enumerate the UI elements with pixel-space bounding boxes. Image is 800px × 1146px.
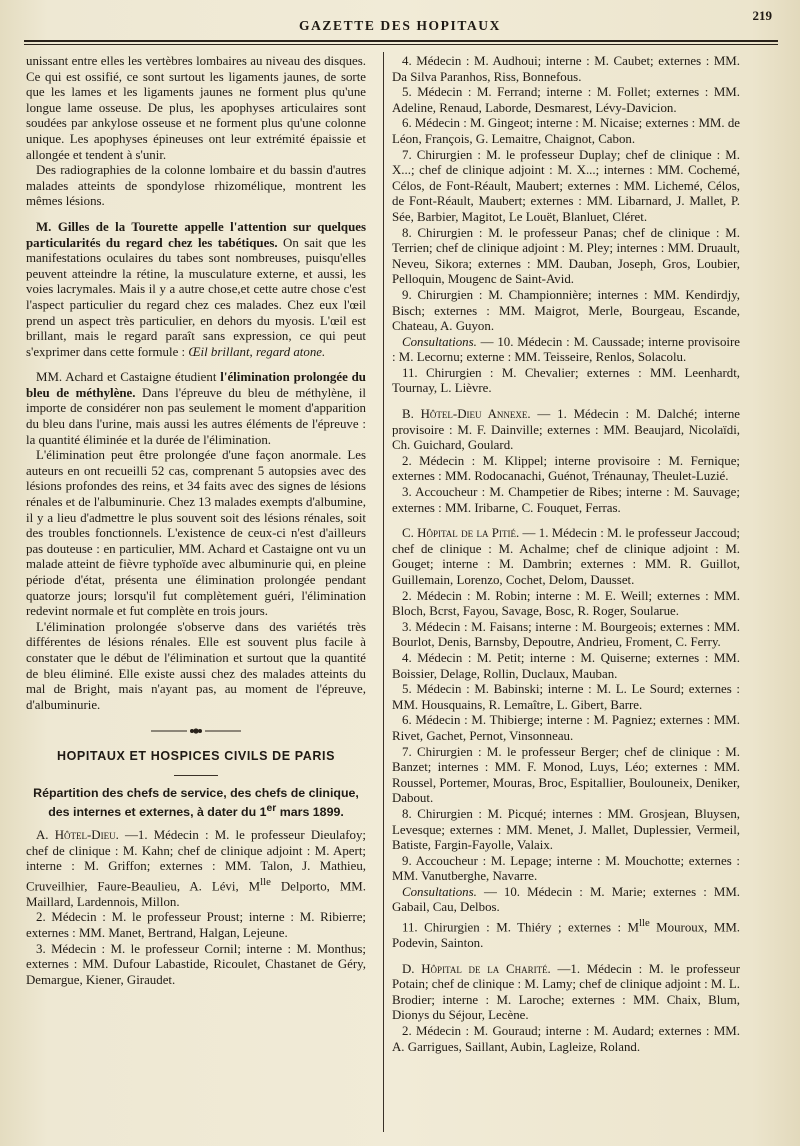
entry-text: — 10. Médecin : M. Marie; externes : MM. Gabail, Cau, Delbos.	[392, 884, 740, 915]
hospital-entry	[392, 407, 740, 454]
right-column	[392, 54, 740, 1134]
ornament-divider	[26, 725, 366, 735]
service-entry: 6. Médecin : M. Thibierge; interne : M. Pagniez; externes : MM. Rivet, Gachet, Pernot, Vinsonneau.	[392, 713, 740, 743]
header-rule-thin	[24, 44, 778, 45]
hospital-letter: B.	[402, 407, 421, 422]
hospital-letter: D.	[402, 961, 422, 976]
consultations-label: Consultations.	[402, 884, 477, 899]
service-entry: 7. Chirurgien : M. le professeur Duplay; chef de clinique : M. X...; chef de clinique adjoint : M. X...; internes : MM. Cochemé, Célos, de Font-Réault, Maubert; externes : MM. Lichemé, Célos, de Font-Réault, Maubert; externes : MM. Libarnard, J. Mallet, P. Sée, Barbier, Magitot, Le Louët, Blanluet, Cléret.	[392, 147, 740, 224]
consultations-entry	[392, 335, 740, 366]
left-column	[26, 54, 366, 1134]
entry-text-end: Mouroux, MM. Podevin, Sainton.	[392, 920, 740, 950]
paragraph-lead: M. Gilles de la Tourette appelle l'attention sur quelques particularités du regard chez les tabétiques.	[26, 219, 366, 250]
hospital-name: Hôtel-Dieu Annexe.	[420, 407, 531, 422]
service-entry: 2. Médecin : M. Klippel; interne provisoire : M. Fernique; externes : MM. Rodocanachi, Guénot, Trénaunay, Theulet-Luzié.	[392, 453, 740, 484]
service-entry: 11. Chirurgien : M. Chevalier; externes : MM. Leenhardt, Tournay, L. Lièvre.	[392, 365, 740, 396]
subheading-sup: er	[266, 802, 277, 814]
hospital-entry	[392, 962, 740, 1024]
paragraph-body: On sait que les manifestations oculaires du tabes sont nombreuses, puisqu'elles peuvent atteindre la rétine, la musculature externe, et aussi, les voies lacrymales. Mais il y a autre chose,et cette autre chose c'est l'aspect particulier du regard chez ces malades. Chez eux l'œil prend un aspect très particulier, en dehors du myosis. L'œil est brillant, mais le regard paraît sans expression, ce qui peut s'exprimer dans cette formule :	[26, 235, 366, 359]
subheading	[26, 786, 366, 820]
paragraph: L'élimination peut être prolongée d'une façon anormale. Les auteurs en ont recueilli 52 cas, comprenant 5 autopsies avec des lésions profondes des reins, et 34 faits avec des signes de lésions rénales et de l'albuminurie. Chez 13 malades exempts d'albumine, il y a lieu d'admettre le plus souvent soit des lésions rénales, soit des troubles fonctionnels. L'existence de ceux-ci n'est d'ailleurs pas douteuse : en particulier, MM. Achard et Castaigne ont vu un malade atteint de fièvre typhoïde avec albuminurie qui, en pleine période d'état, présenta une élimination prolongée pendant quatorze jours; lorsqu'il fut complètement guéri, l'élimination redevint normale et fut complète en trois jours.	[26, 448, 366, 619]
hospital-entry	[392, 526, 740, 588]
service-entry: 3. Accoucheur : M. Champetier de Ribes; interne : M. Sauvage; externes : MM. Iribarne, C. Fouquet, Ferras.	[392, 485, 740, 515]
entry-text: 11. Chirurgien : M. Thiéry ; externes : M	[402, 920, 639, 935]
page-title: GAZETTE DES HOPITAUX	[298, 18, 502, 33]
service-entry: 4. Médecin : M. Audhoui; interne : M. Caubet; externes : MM. Da Silva Paranhos, Riss, Bonnefous.	[392, 54, 740, 84]
entry-text: —1. Médecin : M. le professeur Potain; chef de clinique : M. Lamy; chef de clinique adjoint : M. L. Brodier; interne : M. Laroche; externes : MM. Chaix, Blum, Dionys du Séjour, Lecène.	[392, 961, 740, 1023]
service-entry: 3. Médecin : M. le professeur Cornil; interne : M. Monthus; externes : MM. Dufour Labastide, Ricoulet, Chastanet de Géry, Demargue, Kiener, Giraudet.	[26, 941, 366, 987]
entry-text: — 1. Médecin : M. le professeur Jaccoud; chef de clinique : M. Achalme; chef de clinique adjoint : M. Gouget; interne : M. Dambrin; externes : MM. R. Guillot, Guillemain, Lorenzo, Cochet, Delom, Dausset.	[392, 526, 740, 587]
paragraph: L'élimination prolongée s'observe dans des variétés très différentes de lésions rénales. Elle est souvent plus facile à constater que le début de l'élimination et surtout que la quantité de bleu éliminé. Elle existe aussi chez des malades atteints du mal de Bright, mais n'ayant pas, au moment de l'épreuve, d'albuminurie.	[26, 619, 366, 712]
service-entry: 7. Chirurgien : M. le professeur Berger; chef de clinique : M. Banzet; internes : MM. F. Monod, Luys, Léo; externes : MM. Roussel, Portemer, Mouras, Broc, Espitallier, Boulouneix, Deniker, Dabout.	[392, 744, 740, 806]
subheading-text-end: mars 1899.	[276, 805, 344, 820]
hospital-name: Hôpital de la Pitié.	[417, 526, 520, 541]
consultations-label: Consultations.	[402, 334, 477, 349]
paragraph-body: Dans l'épreuve du bleu de méthylène, il importe de considérer non pas seulement le moment d'apparition du bleu dans l'urine, mais aussi les autres éléments de l'épreuve : la quantité éliminée et la durée de l'élimination.	[26, 385, 366, 447]
paragraph-methylene	[26, 370, 366, 448]
paragraph-lead: l'élimination prolongée du bleu de méthylène.	[26, 370, 366, 400]
service-entry: 5. Médecin : M. Ferrand; interne : M. Follet; externes : MM. Adeline, Renaud, Laborde, Desmarest, Lévy-Davicion.	[392, 85, 740, 115]
column-divider	[383, 52, 384, 1132]
service-entry: 2. Médecin : M. Robin; interne : M. E. Weill; externes : MM. Bloch, Bcrst, Fayou, Savage, Bosc, R. Roger, Soularue.	[392, 588, 740, 619]
service-entry: 8. Chirurgien : M. le professeur Panas; chef de clinique : M. Terrien; chef de clinique adjoint : M. Pley; internes : MM. Druault, Neveu, Sikora; externes : MM. Dauban, Joseph, Gros, Loubier, Pelloquin, Mougenc de Saint-Avid.	[392, 225, 740, 287]
service-entry: 3. Médecin : M. Faisans; interne : M. Bourgeois; externes : MM. Bourlot, Denis, Barnsby, Depoutre, Andrieu, Froment, C. Ferry.	[392, 619, 740, 650]
entry-text: — 10. Médecin : M. Caussade; interne provisoire : M. Lecornu; externe : MM. Teisseire, Renlos, Solacolu.	[392, 334, 740, 365]
entry-sup: lle	[638, 917, 650, 930]
section-title: HOPITAUX ET HOSPICES CIVILS DE PARIS	[56, 749, 336, 764]
ornament-icon	[151, 726, 241, 736]
entry-sup: lle	[260, 875, 271, 888]
service-entry: 6. Médecin : M. Gingeot; interne : M. Nicaise; externes : MM. de Léon, François, G. Lemaitre, Chaignot, Cabon.	[392, 116, 740, 146]
hospital-name: Hôtel-Dieu.	[54, 828, 119, 843]
running-head	[0, 8, 800, 38]
consultations-entry	[392, 885, 740, 916]
paragraph: Des radiographies de la colonne lombaire et du bassin d'autres malades atteints de spondylose rhizomélique, montrent les mêmes lésions.	[26, 163, 366, 209]
service-entry: 2. Médecin : M. le professeur Proust; interne : M. Ribierre; externes : MM. Manet, Bertrand, Halgan, Lejeune.	[26, 910, 366, 940]
header-rule	[24, 40, 778, 42]
hospital-entry	[26, 828, 366, 910]
service-entry: 8. Chirurgien : M. Picqué; internes : MM. Grosjean, Bluysen, Levesque; externes : MM. Menet, J. Mallet, Duplessier, Vermeil, Batiste, Fargin-Fayolle, Valaix.	[392, 806, 740, 853]
service-entry: 5. Médecin : M. Babinski; interne : M. L. Le Sourd; externes : MM. Housquains, R. Lemaître, L. Gibert, Barre.	[392, 682, 740, 712]
hospital-letter: C.	[402, 526, 418, 541]
entry-text-end: Delporto, MM. Maillard, Lardennois, Millon.	[26, 879, 366, 909]
service-entry: 9. Accoucheur : M. Lepage; interne : M. Mouchotte; externes : MM. Vanutberghe, Navarre.	[392, 853, 740, 884]
service-entry: 9. Chirurgien : M. Championnière; internes : MM. Kendirdjy, Bisch; externes : MM. Maigrot, Merle, Bourgeau, Escande, Chateau, A. Guyon.	[392, 287, 740, 334]
hospital-letter: A.	[36, 828, 55, 843]
paragraph-authors: MM. Achard et Castaigne étudient	[36, 370, 221, 385]
entry-text: — 1. Médecin : M. Dalché; interne provisoire : M. F. Dainville; externes : MM. Beaujard, Nicolaïdi, Ch. Guichard, Goulard.	[392, 407, 740, 453]
service-entry: 4. Médecin : M. Petit; interne : M. Quiserne; externes : MM. Boissier, Delage, Rollin, Duclaux, Mauban.	[392, 650, 740, 681]
service-entry: 2. Médecin : M. Gouraud; interne : M. Audard; externes : MM. A. Garrigues, Saillant, Aubin, Lagleize, Roland.	[392, 1023, 740, 1054]
entry-text: —1. Médecin : M. le professeur Dieulafoy; chef de clinique : M. Kahn; chef de clinique adjoint : M. Apert; interne : M. Griffon; externes : MM. Talon, J. Mathieu, Cruveilhier, Faure-Beaulieu, A. Lévi, M	[26, 828, 366, 894]
paragraph-tabes	[26, 220, 366, 360]
subheading-text: Répartition des chefs de service, des chefs de clinique, des internes et externes, à dater du 1	[33, 785, 359, 820]
page-number: 219	[752, 8, 772, 23]
service-entry	[392, 916, 740, 951]
hospital-name: Hôpital de la Charité.	[421, 961, 551, 976]
formula: Œil brillant, regard atone.	[188, 344, 326, 359]
section-rule	[174, 775, 218, 776]
paragraph: unissant entre elles les vertèbres lombaires au niveau des disques. Ce qui est ossifié, ce sont surtout les ligaments jaunes, de sorte que les lames et les ligaments jaunes ne forment plus qu'une longue lame osseuse. De plus, les apophyses articulaires sont soudées par ankylose osseuse et ne forment plus qu'une colonne unique. Les apophyses épineuses ont leur extrémité épaissie et allongée et tendent à s'unir.	[26, 54, 366, 162]
